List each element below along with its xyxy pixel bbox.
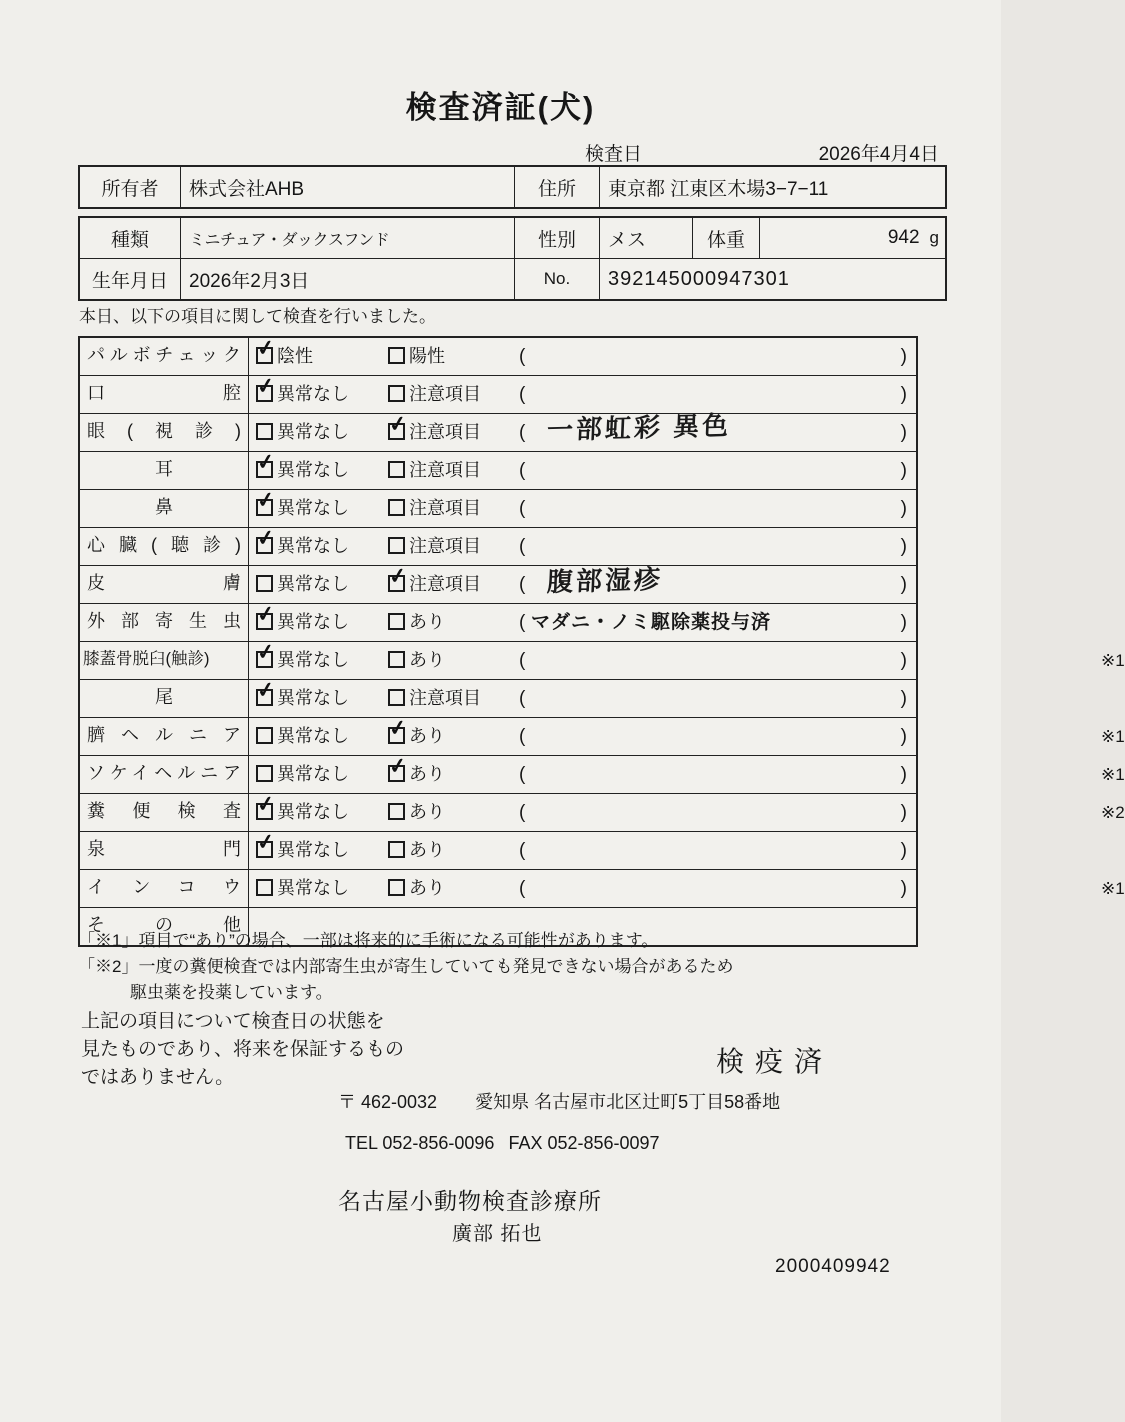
note-paren-open: ( <box>519 460 526 481</box>
note-paren-open: ( <box>519 346 526 367</box>
breed-label: 種類 <box>110 229 149 251</box>
note-text: 腹部湿疹 <box>546 563 664 598</box>
check-mark-icon: ✓ <box>255 639 277 666</box>
checklist-item-label: 泉門 <box>80 832 249 869</box>
checklist-item-content <box>249 715 1125 755</box>
checkbox-icon <box>388 537 405 554</box>
page-title: 検査済証(犬) <box>405 90 596 125</box>
check-mark-icon: ✓ <box>255 335 277 362</box>
option-1-label: 異常なし <box>277 536 349 556</box>
checkbox-icon <box>255 791 277 820</box>
checklist-table <box>78 335 1125 947</box>
checkbox-icon <box>387 563 409 592</box>
option-2 <box>388 528 481 565</box>
option-2 <box>388 452 481 489</box>
option-1 <box>255 373 349 413</box>
reference-mark: ※1 <box>1101 879 1125 898</box>
check-mark-icon: ✓ <box>255 487 277 514</box>
note-paren-close: ) <box>900 612 907 633</box>
checkbox-icon <box>388 385 405 402</box>
reference-mark: ※1 <box>1101 651 1125 670</box>
note-paren-close: ) <box>900 346 907 367</box>
checkbox-icon <box>255 601 277 630</box>
address-value: 東京都 江東区木場3−7−11 <box>599 167 947 207</box>
check-mark-icon: ✓ <box>255 373 277 400</box>
clinic-address-line <box>338 1088 780 1114</box>
checklist-item-content <box>249 525 916 565</box>
weight-number: 942 <box>887 227 920 248</box>
checklist-row <box>80 375 916 413</box>
note-paren-open: ( <box>519 498 526 519</box>
breed-row <box>80 218 945 258</box>
note-paren-open: ( <box>519 422 526 443</box>
option-2-label: 陽性 <box>409 346 445 366</box>
checklist-item-content <box>249 639 1125 679</box>
checkbox-icon <box>388 689 405 706</box>
disclaimer-line-1: 上記の項目について検査日の状態を <box>81 1011 385 1032</box>
checklist-row <box>80 679 916 717</box>
owner-table <box>78 165 947 209</box>
disclaimer-line-2: 見たものであり、将来を保証するもの <box>81 1039 405 1060</box>
option-2 <box>388 870 445 907</box>
option-1-label: 異常なし <box>277 802 349 822</box>
option-2 <box>387 715 445 755</box>
owner-row <box>80 167 945 207</box>
clinic-address: 愛知県 名古屋市北区辻町5丁目58番地 <box>475 1092 781 1112</box>
checklist-item-label: 膝蓋骨脱臼(触診) <box>80 642 249 679</box>
disclaimer-line-3: ではありません。 <box>81 1067 235 1088</box>
checklist-item-content <box>249 449 916 489</box>
option-2 <box>387 563 481 603</box>
check-mark-icon: ✓ <box>387 753 409 780</box>
checkbox-icon <box>388 879 405 896</box>
checklist-row <box>80 753 1125 793</box>
checklist-row <box>80 831 916 869</box>
clinic-name: 名古屋小動物検査診療所 <box>338 1188 602 1214</box>
note-paren-open: ( <box>519 612 526 633</box>
note-paren-open: ( <box>519 688 526 709</box>
footnote-2-continued: 駆虫薬を投薬しています。 <box>130 983 333 1002</box>
checkbox-icon <box>387 411 409 440</box>
note-paren-open: ( <box>519 384 526 405</box>
option-1 <box>256 414 349 451</box>
footnotes <box>78 928 733 1006</box>
option-2-label: あり <box>409 650 445 670</box>
check-mark-icon: ✓ <box>387 411 409 438</box>
weight-label: 体重 <box>692 218 759 258</box>
note-text: 一部虹彩 異色 <box>546 410 732 446</box>
option-1-label: 異常なし <box>277 840 349 860</box>
checklist-row <box>80 410 916 451</box>
option-1 <box>256 870 349 907</box>
checkbox-icon <box>388 841 405 858</box>
checklist-item-content <box>249 373 916 413</box>
checklist-row <box>80 603 916 641</box>
checklist-row <box>80 869 1125 907</box>
checkbox-icon <box>255 373 277 402</box>
check-mark-icon: ✓ <box>255 791 277 818</box>
note-paren-open: ( <box>519 574 526 595</box>
check-mark-icon: ✓ <box>255 601 277 628</box>
note-paren-close: ) <box>900 650 907 671</box>
sex-value: メス <box>599 218 692 258</box>
option-1-label: 異常なし <box>277 384 349 404</box>
quarantine-passed-stamp: 検疫済 <box>716 1046 834 1077</box>
checkbox-icon <box>256 765 273 782</box>
checklist-item-label: 尾 <box>80 680 249 717</box>
checklist-row <box>80 639 1125 679</box>
option-2-label: 注意項目 <box>409 688 481 708</box>
checkbox-icon <box>255 525 277 554</box>
exam-date-label: 検査日 <box>585 144 643 165</box>
checklist-item-content <box>249 335 916 375</box>
checklist-row <box>80 335 916 375</box>
option-1 <box>255 487 349 527</box>
note-paren-close: ) <box>900 498 907 519</box>
intro-text: 本日、以下の項目に関して検査を行いました。 <box>79 307 436 326</box>
option-1-label: 異常なし <box>277 878 349 898</box>
note-paren-close: ) <box>900 536 907 557</box>
birth-row <box>80 258 945 299</box>
option-2-label: あり <box>409 612 445 632</box>
option-2 <box>388 794 445 831</box>
option-1 <box>255 601 349 641</box>
checkbox-icon <box>256 423 273 440</box>
option-2-label: 注意項目 <box>409 498 481 518</box>
check-mark-icon: ✓ <box>255 525 277 552</box>
note-paren-close: ) <box>900 460 907 481</box>
clinic-tel: TEL 052-856-0096 <box>345 1133 495 1153</box>
check-mark-icon: ✓ <box>255 449 277 476</box>
note-paren-open: ( <box>519 536 526 557</box>
clinic-postal-code: 〒 462-0032 <box>338 1092 438 1112</box>
reference-mark: ※2 <box>1101 803 1125 822</box>
exam-date-value: 2026年4月4日 <box>818 144 939 165</box>
checkbox-icon <box>388 499 405 516</box>
owner-label: 所有者 <box>101 178 159 200</box>
option-1 <box>256 756 349 793</box>
serial-number: 2000409942 <box>775 1256 891 1277</box>
option-2 <box>388 832 445 869</box>
checklist-item-content <box>249 870 1125 907</box>
id-number-value: 392145000947301 <box>599 259 947 299</box>
option-2 <box>388 338 445 375</box>
option-1-label: 異常なし <box>277 764 349 784</box>
checklist-row <box>80 489 916 527</box>
check-mark-icon: ✓ <box>387 715 409 742</box>
note-paren-close: ) <box>900 384 907 405</box>
checkbox-icon <box>255 639 277 668</box>
weight-unit: g <box>929 228 939 247</box>
veterinarian-name: 廣部 拓也 <box>452 1223 543 1245</box>
option-2 <box>388 376 481 413</box>
option-2-label: 注意項目 <box>409 384 481 404</box>
note-paren-open: ( <box>519 764 526 785</box>
checklist-row <box>80 451 916 489</box>
option-1 <box>255 525 349 565</box>
checklist-item-label: 糞便検査 <box>80 794 249 831</box>
note-paren-close: ) <box>900 840 907 861</box>
breed-value: ミニチュア・ダックスフンド <box>180 218 514 258</box>
option-2-label: あり <box>409 802 445 822</box>
checkbox-icon <box>255 335 277 364</box>
option-1-label: 異常なし <box>277 612 349 632</box>
birthdate-value: 2026年2月3日 <box>180 259 514 299</box>
checklist-item-label: その他 <box>80 908 249 945</box>
option-1 <box>256 566 349 603</box>
checklist-item-content <box>249 563 916 603</box>
reference-mark: ※1 <box>1101 727 1125 746</box>
option-2-label: あり <box>409 840 445 860</box>
checklist-row <box>80 565 916 603</box>
note-paren-close: ) <box>900 688 907 709</box>
checklist-item-content <box>249 410 916 451</box>
checklist-item-label: 外部寄生虫 <box>80 604 249 641</box>
check-mark-icon: ✓ <box>255 829 277 856</box>
checklist-item-content <box>249 791 1125 831</box>
option-2-label: 注意項目 <box>409 422 481 442</box>
option-2-label: あり <box>409 764 445 784</box>
owner-value: 株式会社AHB <box>180 167 514 207</box>
reference-mark: ※1 <box>1101 765 1125 784</box>
option-1 <box>255 335 313 375</box>
checkbox-icon <box>388 461 405 478</box>
checkbox-icon <box>388 613 405 630</box>
option-1-label: 異常なし <box>277 498 349 518</box>
disclaimer-text <box>81 1008 404 1092</box>
checklist-item-content <box>249 753 1125 793</box>
checkbox-icon <box>388 651 405 668</box>
note-paren-close: ) <box>900 802 907 823</box>
pet-info-table <box>78 216 947 301</box>
option-1-label: 異常なし <box>277 650 349 670</box>
address-label: 住所 <box>514 167 599 207</box>
note-paren-close: ) <box>900 764 907 785</box>
note-paren-open: ( <box>519 840 526 861</box>
checklist-item-content <box>249 677 916 717</box>
checklist-item-label: 臍ヘルニア <box>80 718 249 755</box>
checklist-item-label: インコウ <box>80 870 249 907</box>
note-text: マダニ・ノミ駆除薬投与済 <box>531 612 772 633</box>
note-paren-open: ( <box>519 802 526 823</box>
note-paren-open: ( <box>519 878 526 899</box>
checklist-item-label: 眼(視診) <box>80 414 249 451</box>
checklist-item-content <box>249 487 916 527</box>
checklist-item-label: 心臓(聴診) <box>80 528 249 565</box>
option-1-label: 異常なし <box>277 460 349 480</box>
checklist-item-label: 鼻 <box>80 490 249 527</box>
checkbox-icon <box>388 803 405 820</box>
option-2 <box>387 411 481 451</box>
option-2-label: 注意項目 <box>409 574 481 594</box>
checkbox-icon <box>256 727 273 744</box>
option-1 <box>255 791 349 831</box>
option-2 <box>388 490 481 527</box>
option-2-label: あり <box>409 726 445 746</box>
note-paren-close: ) <box>900 726 907 747</box>
checkbox-icon <box>255 449 277 478</box>
checkbox-icon <box>256 879 273 896</box>
check-mark-icon: ✓ <box>255 677 277 704</box>
option-1 <box>256 718 349 755</box>
checklist-item-label: 口腔 <box>80 376 249 413</box>
clinic-phone-line <box>345 1133 660 1154</box>
option-1-label: 異常なし <box>277 574 349 594</box>
checkbox-icon <box>255 677 277 706</box>
option-1-label: 異常なし <box>277 422 349 442</box>
option-2-label: 注意項目 <box>409 460 481 480</box>
checklist-item-content <box>249 829 916 869</box>
checkbox-icon <box>255 487 277 516</box>
checkbox-icon <box>387 715 409 744</box>
option-2-label: あり <box>409 878 445 898</box>
note-paren-close: ) <box>900 878 907 899</box>
clinic-fax: FAX 052-856-0097 <box>508 1133 660 1153</box>
option-1 <box>255 449 349 489</box>
option-2 <box>387 753 445 793</box>
option-2 <box>388 642 445 679</box>
footnote-2: 「※2」一度の糞便検査では内部寄生虫が寄生していても発見できない場合があるため <box>78 957 734 976</box>
checkbox-icon <box>387 753 409 782</box>
option-1-label: 陰性 <box>277 346 313 366</box>
id-number-label: No. <box>514 259 599 299</box>
note-paren-open: ( <box>519 650 526 671</box>
option-2 <box>388 680 481 717</box>
checkbox-icon <box>388 347 405 364</box>
checkbox-icon <box>255 829 277 858</box>
note-paren-close: ) <box>900 422 907 443</box>
note-paren-open: ( <box>519 726 526 747</box>
checklist-row <box>80 715 1125 755</box>
birthdate-label: 生年月日 <box>91 270 168 292</box>
option-1 <box>255 829 349 869</box>
note-paren-close: ) <box>900 574 907 595</box>
weight-value <box>759 218 947 258</box>
option-2 <box>388 604 445 641</box>
check-mark-icon: ✓ <box>387 563 409 590</box>
checklist-item-label: ソケイヘルニア <box>80 756 249 793</box>
checklist-item-label: 耳 <box>80 452 249 489</box>
option-2-label: 注意項目 <box>409 536 481 556</box>
sex-label: 性別 <box>514 218 599 258</box>
option-1 <box>255 639 349 679</box>
checklist-item-label: 皮膚 <box>80 566 249 603</box>
checklist-item-content <box>249 601 916 641</box>
checklist-row <box>80 527 916 565</box>
footnote-1: 「※1」項目で“あり”の場合、一部は将来的に手術になる可能性があります。 <box>78 931 659 950</box>
option-1-label: 異常なし <box>277 726 349 746</box>
option-1 <box>255 677 349 717</box>
checkbox-icon <box>256 575 273 592</box>
checklist-row <box>80 791 1125 831</box>
checklist-item-label: パルボチェック <box>80 338 249 375</box>
option-1-label: 異常なし <box>277 688 349 708</box>
